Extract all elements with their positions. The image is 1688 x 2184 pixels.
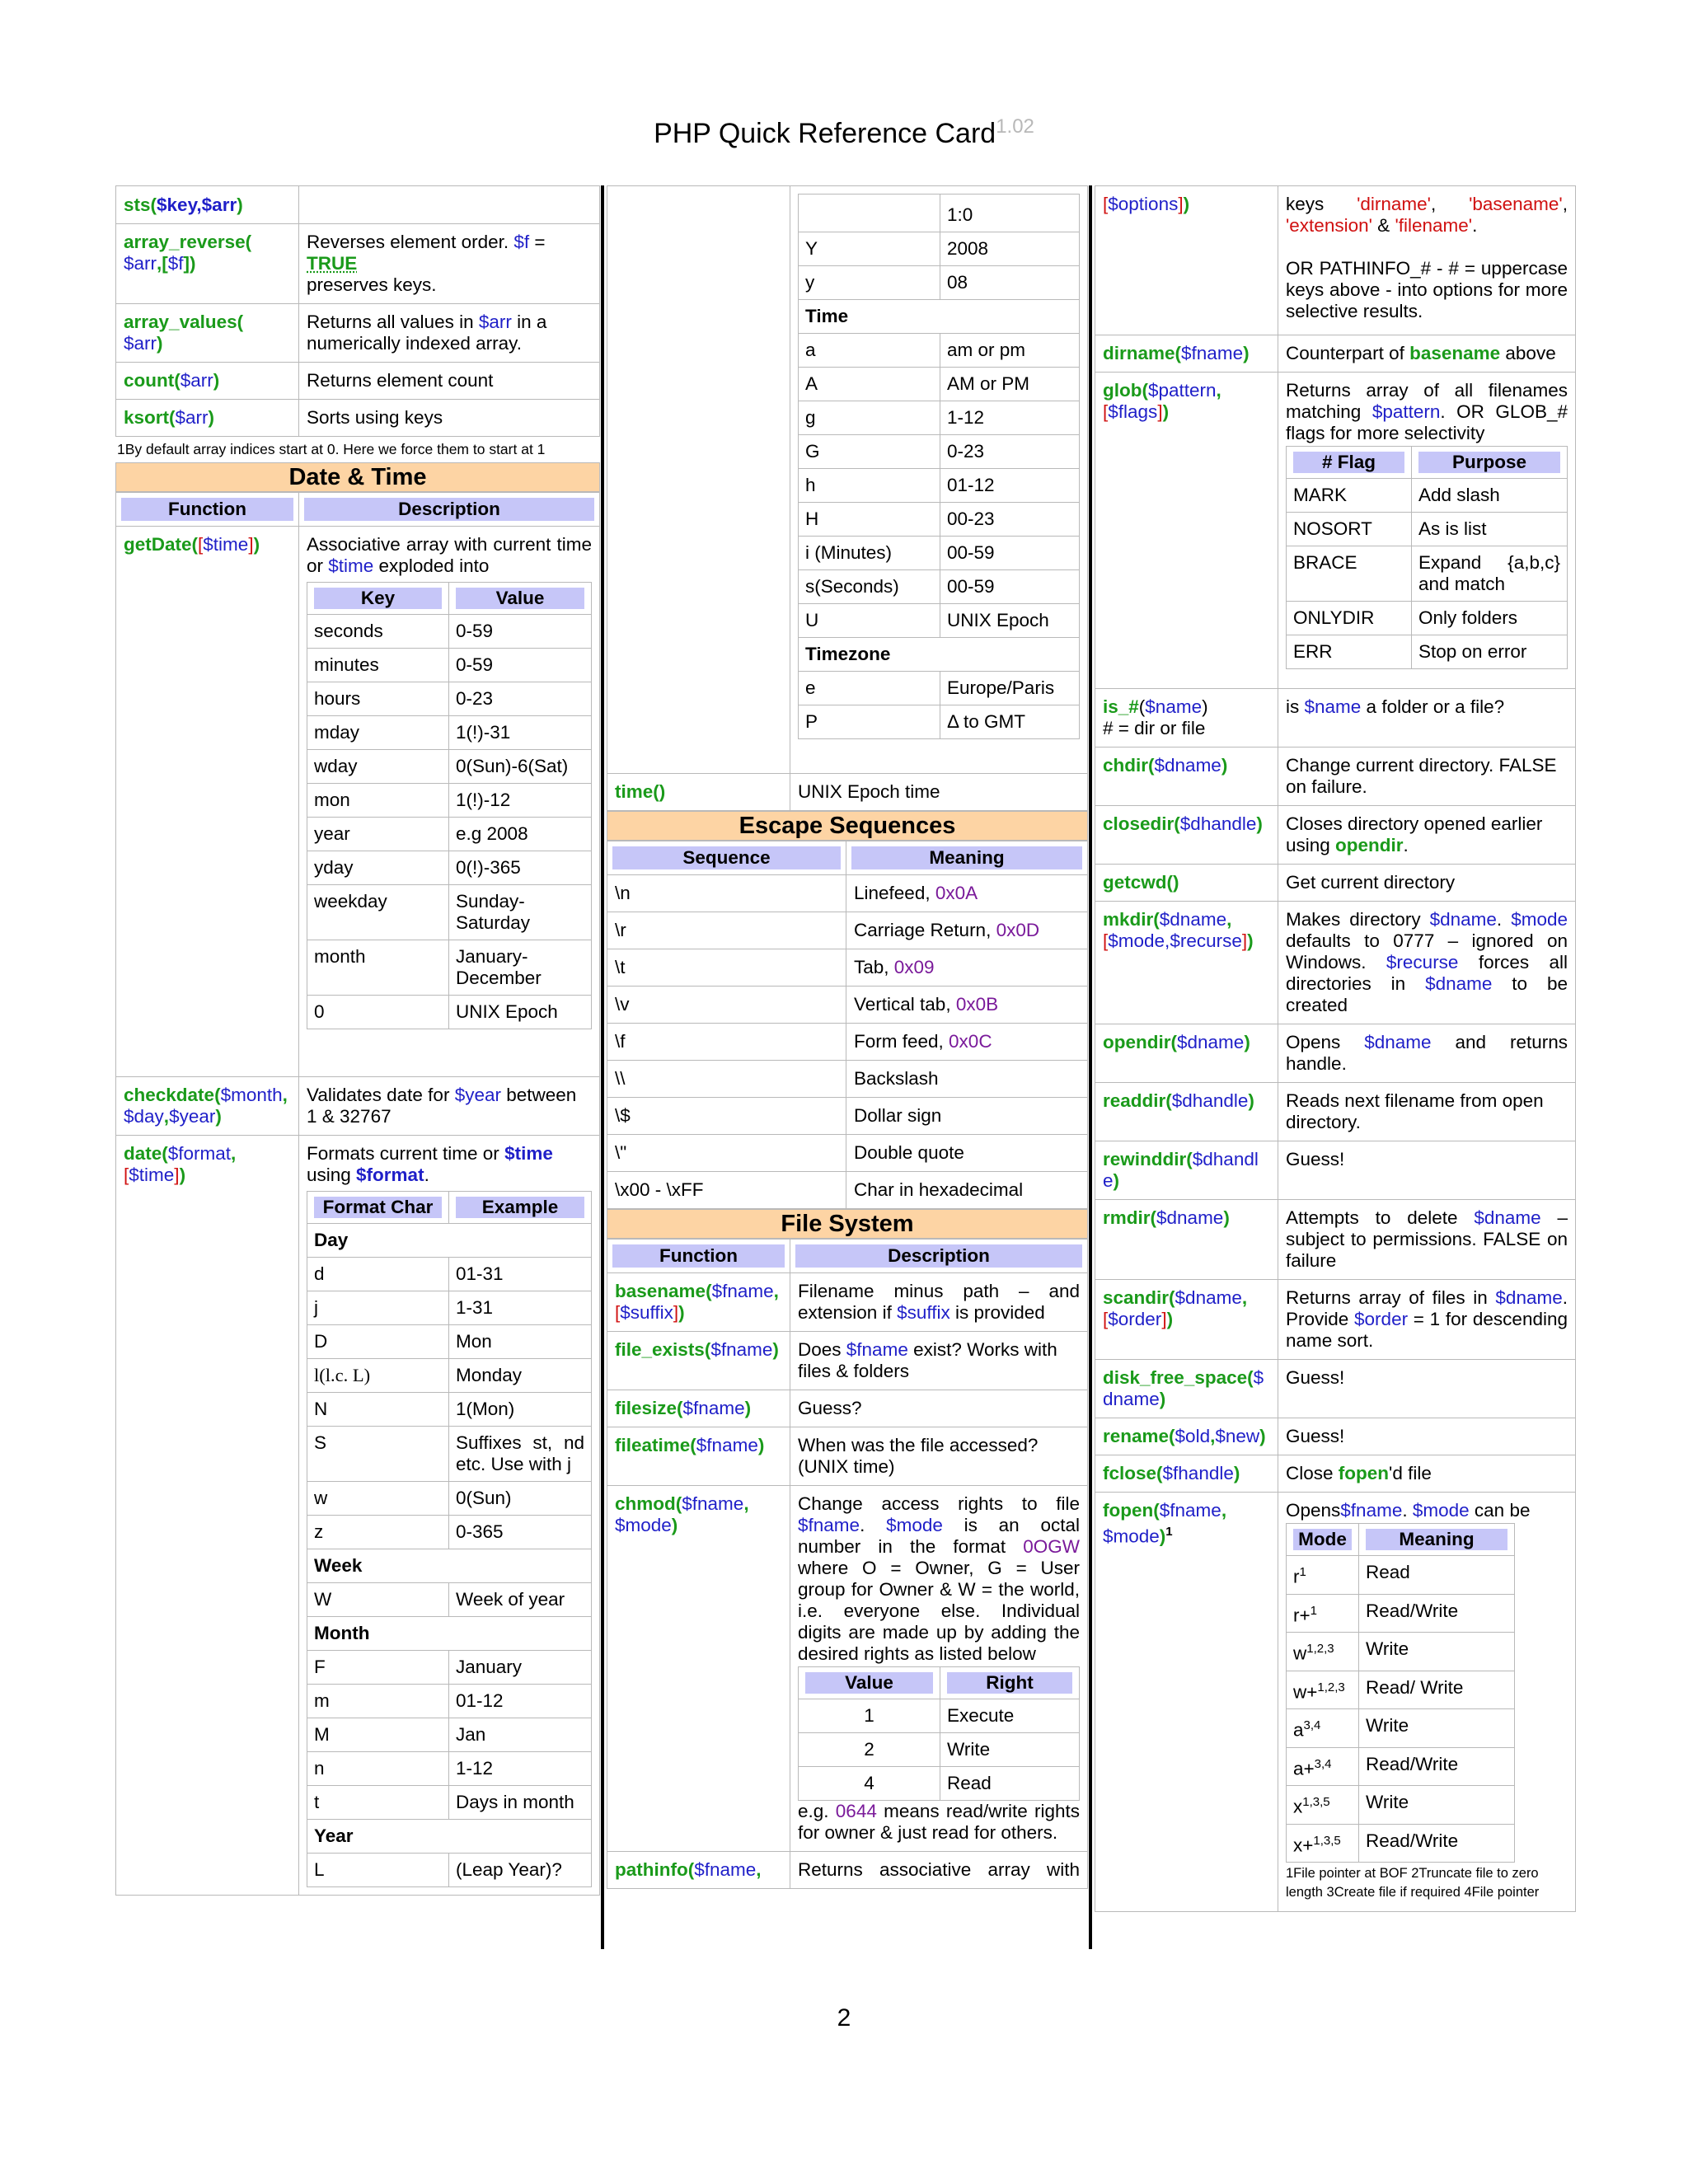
table-row: scandir($dname, [$order]) Returns array of files in $dname. Provide $order = 1 for descending name sort.: [1095, 1280, 1576, 1360]
section-escape-sequences: Escape Sequences: [607, 811, 1088, 841]
table-row: getDate([$time]) Associative array with current time or $time exploded into Key Value seconds 0-59 minutes 0-59 hours 0-23 mday 1(!)-31 wday 0(Sun)-6(Sat) mon 1(!)-12 year e.g 2008 yday 0(!)-365 weekday Sunday-Saturday month January-December 0 UNIX Epoch: [116, 527, 600, 1077]
column-2: [607, 185, 1088, 1889]
table-row: t Days in month: [307, 1786, 592, 1820]
function-name: time(): [607, 774, 790, 811]
table-row: rmdir($dname) Attempts to delete $dname – subject to permissions. FALSE on failure: [1095, 1200, 1576, 1280]
table-row: W Week of year: [307, 1583, 592, 1617]
table-row: BRACE Expand {a,b,c} and match: [1287, 546, 1568, 602]
table-row: j 1-31: [307, 1291, 592, 1325]
table-row: m 01-12: [307, 1685, 592, 1718]
table-row: r+$^1$ Read/Write: [1287, 1594, 1515, 1633]
column-1: [115, 185, 600, 1896]
table-row: h 01-12: [799, 469, 1080, 503]
table-row: weekday Sunday-Saturday: [307, 885, 592, 940]
table-row: fileatime($fname) When was the file accessed? (UNIX time): [607, 1427, 1088, 1486]
table-row: M Jan: [307, 1718, 592, 1752]
table-row: array_values( $arr) Returns all values in $arr in a numerically indexed array.: [116, 304, 600, 363]
table-row: MARK Add slash: [1287, 479, 1568, 513]
chmod-rights-table: Value Right 1 Execute 2 Write 4 Read: [798, 1666, 1080, 1801]
table-row: array_reverse( $arr,[$f]) Reverses element order. $f = TRUE preserves keys.: [116, 224, 600, 304]
table-row: P Δ to GMT: [799, 705, 1080, 739]
table-row: filesize($fname) Guess?: [607, 1390, 1088, 1427]
table-row: $r^1$ Read: [1287, 1556, 1515, 1595]
table-row: U UNIX Epoch: [799, 604, 1080, 638]
table-row: A AM or PM: [799, 368, 1080, 401]
header-function: Function: [121, 498, 293, 521]
table-row: 1 Execute: [799, 1699, 1080, 1733]
page-number: 2: [837, 2004, 851, 2032]
table-row: D Mon: [307, 1325, 592, 1359]
table-row: 0 UNIX Epoch: [307, 996, 592, 1029]
table-row: basename($fname, [$suffix]) Filename minus path – and extension if $suffix is provided: [607, 1273, 1088, 1332]
table-row: date($format, [$time]) Formats current time or $time using $format. Format Char Example Day d 01-31 j 1-31 D Mon l(l.c. L) Monday N 1(Mon) S Suffixes st, nd etc. Use with j w 0(Sun) z 0-365 Week W Week of year Month F January m 01-12 M Jan n 1-12 t Days in month Year L (Leap Year)?: [116, 1136, 600, 1896]
file-system-table: Function Description basename($fname, [$suffix]) Filename minus path – and extension if $suffix is provided file_exists($fname) Does $fname exist? Works with files & folders filesize($fname) Guess? fileatime($fname) When was the file accessed? (UNIX time) chmod($fname, $mode) Change access rights to file $fname. $mode is an octal number in the format 0OGW where O = Owner, G = User group for Owner & W = the world, i.e. everyone else. Individual digits are made up by adding the desired rights as listed below Value Right 1 Execute 2 Write 4 Read e.g. 0644 means read/write rights for owner & just read for others. pathinfo($fname, Returns associative array with: [607, 1239, 1088, 1889]
table-row: closedir($dhandle) Closes directory opened earlier using opendir.: [1095, 806, 1576, 865]
table-row: opendir($dname) Opens $dname and returns handle.: [1095, 1024, 1576, 1083]
table-row: getcwd() Get current directory: [1095, 865, 1576, 902]
column-divider: [1089, 185, 1092, 1949]
column-3: [1095, 185, 1576, 1912]
table-row: ONLYDIR Only folders: [1287, 602, 1568, 635]
getdate-keys-table: Key Value seconds 0-59 minutes 0-59 hours 0-23 mday 1(!)-31 wday 0(Sun)-6(Sat) mon 1(!)-12 year e.g 2008 yday 0(!)-365 weekday Sunday-Saturday month January-December 0 UNIX Epoch: [307, 582, 592, 1029]
table-row: G 0-23: [799, 435, 1080, 469]
section-date-time: Date & Time: [115, 462, 600, 492]
desc: Reverses element order.: [307, 232, 514, 252]
table-row: seconds 0-59: [307, 615, 592, 649]
table-row: ERR Stop on error: [1287, 635, 1568, 669]
desc: Returns element count: [299, 363, 600, 400]
page-title: [0, 115, 1688, 150]
table-row: \r Carriage Return, 0x0D: [607, 912, 1088, 949]
fopen-footnote: 1File pointer at BOF 2Truncate file to zero length 3Create file if required 4File pointer: [1286, 1866, 1540, 1900]
date-time-table: [115, 492, 600, 1896]
table-row: wday 0(Sun)-6(Sat): [307, 750, 592, 784]
function-name: array_values: [124, 312, 237, 332]
table-row: [$options]) keys 'dirname', 'basename', 'extension' & 'filename'. OR PATHINFO_# - # = uppercase keys above - into options for more selective results.: [1095, 186, 1576, 335]
table-row: 1:0: [799, 194, 1080, 232]
table-row: readdir($dhandle) Reads next filename from open directory.: [1095, 1083, 1576, 1141]
date-format-continued-table: [607, 185, 1088, 811]
var: $f: [513, 232, 530, 252]
table-row: \n Linefeed, 0x0A: [607, 875, 1088, 912]
table-row: count($arr) Returns element count: [116, 363, 600, 400]
table-row: disk_free_space($ dname) Guess!: [1095, 1360, 1576, 1418]
table-row: yday 0(!)-365: [307, 851, 592, 885]
table-row: x+$^{1,3,5}$ Read/Write: [1287, 1824, 1515, 1863]
table-row: S Suffixes st, nd etc. Use with j: [307, 1427, 592, 1482]
table-row: 4 Read: [799, 1767, 1080, 1801]
table-row: glob($pattern, [$flags]) Returns array of all filenames matching $pattern. OR GLOB_# flags for more selectivity # Flag Purpose MARK Add slash NOSORT As is list BRACE Expand {a,b,c} and match ONLYDIR Only folders ERR Stop on error: [1095, 373, 1576, 689]
table-row: time() UNIX Epoch time: [607, 774, 1088, 811]
table-row: minutes 0-59: [307, 649, 592, 682]
table-row: NOSORT As is list: [1287, 513, 1568, 546]
table-row: file_exists($fname) Does $fname exist? Works with files & folders: [607, 1332, 1088, 1390]
escape-sequences-table: Sequence Meaning \n Linefeed, 0x0A \r Carriage Return, 0x0D \t Tab, 0x09 \v Vertical tab, 0x0B \f Form feed, 0x0C \\ Backslash \$ Dollar sign \" Double quote \x00 - \xFF Char in hexadecimal: [607, 841, 1088, 1209]
array-functions-table: [115, 185, 600, 437]
table-row: chmod($fname, $mode) Change access rights to file $fname. $mode is an octal number in the format 0OGW where O = Owner, G = User group for Owner & W = the world, i.e. everyone else. Individual digits are made up by adding the desired rights as listed below Value Right 1 Execute 2 Write 4 Read e.g. 0644 means read/write rights for owner & just read for others.: [607, 1486, 1088, 1852]
glob-flags-table: # Flag Purpose MARK Add slash NOSORT As is list BRACE Expand {a,b,c} and match ONLYDIR Only folders ERR Stop on error: [1286, 446, 1568, 669]
date-format-table: Format Char Example Day d 01-31 j 1-31 D Mon l(l.c. L) Monday N 1(Mon) S Suffixes st, nd etc. Use with j w 0(Sun) z 0-365 Week W Week of year Month F January m 01-12 M Jan n 1-12 t Days in month Year L (Leap Year)?: [307, 1191, 592, 1887]
table-row: n 1-12: [307, 1752, 592, 1786]
section-file-system: File System: [607, 1209, 1088, 1239]
table-row: rename($old,$new) Guess!: [1095, 1418, 1576, 1455]
table-row: fclose($fhandle) Close fopen'd file: [1095, 1455, 1576, 1493]
table-row: \$ Dollar sign: [607, 1098, 1088, 1135]
file-system-continued-table: [1095, 185, 1576, 1912]
table-row: chdir($dname) Change current directory. FALSE on failure.: [1095, 748, 1576, 806]
table-row: H 00-23: [799, 503, 1080, 537]
table-row: i (Minutes) 00-59: [799, 537, 1080, 570]
table-row: mkdir($dname, [$mode,$recurse]) Makes directory $dname. $mode defaults to 0777 – ignored on Windows. $recurse forces all directories in $dname to be created: [1095, 902, 1576, 1024]
table-row: L (Leap Year)?: [307, 1854, 592, 1887]
table-row: $w^{1,2,3}$ Write: [1287, 1633, 1515, 1671]
table-row: pathinfo($fname, Returns associative array with: [607, 1852, 1088, 1889]
table-row: a+$^{3,4}$ Read/Write: [1287, 1747, 1515, 1786]
column-divider: [601, 185, 604, 1949]
fopen-modes-table: Mode Meaning $r^1$ Read r+$^1$ Read/Write $w^{1,2,3}$ Write w+$^{1,2,3}$ Read/ Write $a^{3,4}$ Write a+$^{3,4}$ Read/Write $x^{1,3,5}$ Write x+$^{1,3,5}$ Read/Write: [1286, 1523, 1515, 1863]
table-row: d 01-31: [307, 1258, 592, 1291]
title-text: PHP Quick Reference Card: [654, 118, 996, 149]
header-description: Description: [304, 498, 594, 521]
table-row: w+$^{1,2,3}$ Read/ Write: [1287, 1671, 1515, 1709]
table-row: \f Form feed, 0x0C: [607, 1024, 1088, 1061]
table-row: \v Vertical tab, 0x0B: [607, 987, 1088, 1024]
table-row: F January: [307, 1651, 592, 1685]
table-row: ksort($arr) Sorts using keys: [116, 400, 600, 437]
function-name: array_reverse: [124, 232, 246, 252]
table-row: rewinddir($dhandl e) Guess!: [1095, 1141, 1576, 1200]
table-row: e Europe/Paris: [799, 672, 1080, 705]
table-row: month January-December: [307, 940, 592, 996]
table-row: dirname($fname) Counterpart of basename above: [1095, 335, 1576, 373]
footnote: 1By default array indices start at 0. Here we force them to start at 1: [117, 441, 546, 457]
table-row: \\ Backslash: [607, 1061, 1088, 1098]
table-row: mday 1(!)-31: [307, 716, 592, 750]
version: 1.02: [996, 115, 1034, 138]
function-name: sts: [124, 194, 151, 215]
table-row: fopen($fname, $mode)$^1$ Opens$fname. $mode can be Mode Meaning $r^1$ Read r+$^1$ Read/Write $w^{1,2,3}$ Write w+$^{1,2,3}$ Read/ Write $a^{3,4}$ Write a+$^{3,4}$ Read/Write $x^{1,3,5}$ Write x+$^{1,3,5}$ Read/Write 1File pointer at BOF 2Truncate file to zero length 3Create file if required 4File pointer: [1095, 1493, 1576, 1912]
table-row: g 1-12: [799, 401, 1080, 435]
table-row: Y 2008: [799, 232, 1080, 266]
true-constant: TRUE: [307, 253, 358, 274]
table-row: mon 1(!)-12: [307, 784, 592, 818]
table-row: $x^{1,3,5}$ Write: [1287, 1786, 1515, 1825]
table-row: checkdate($month, $day,$year) Validates date for $year between 1 & 32767: [116, 1077, 600, 1136]
table-row: s(Seconds) 00-59: [799, 570, 1080, 604]
table-row: a am or pm: [799, 334, 1080, 368]
table-row: year e.g 2008: [307, 818, 592, 851]
table-row: z 0-365: [307, 1516, 592, 1549]
table-row: \x00 - \xFF Char in hexadecimal: [607, 1172, 1088, 1209]
table-row: $a^{3,4}$ Write: [1287, 1709, 1515, 1748]
table-row: sts($key,$arr): [116, 186, 600, 224]
table-row: l(l.c. L) Monday: [307, 1359, 592, 1393]
table-row: is_#($name) # = dir or file is $name a folder or a file?: [1095, 689, 1576, 748]
table-row: hours 0-23: [307, 682, 592, 716]
table-row: 2 Write: [799, 1733, 1080, 1767]
date-format-cont-inner: 1:0 Y 2008 y 08 Time a am or pm A AM or PM g 1-12 G 0-23 h 01-12 H 00-23 i (Minutes) 00-59 s(Seconds) 00-59 U UNIX Epoch Timezone e Europe/Paris P Δ to GMT: [798, 194, 1080, 739]
table-row: w 0(Sun): [307, 1482, 592, 1516]
table-row: y 08: [799, 266, 1080, 300]
table-row: \" Double quote: [607, 1135, 1088, 1172]
table-row: N 1(Mon): [307, 1393, 592, 1427]
table-row: \t Tab, 0x09: [607, 949, 1088, 987]
